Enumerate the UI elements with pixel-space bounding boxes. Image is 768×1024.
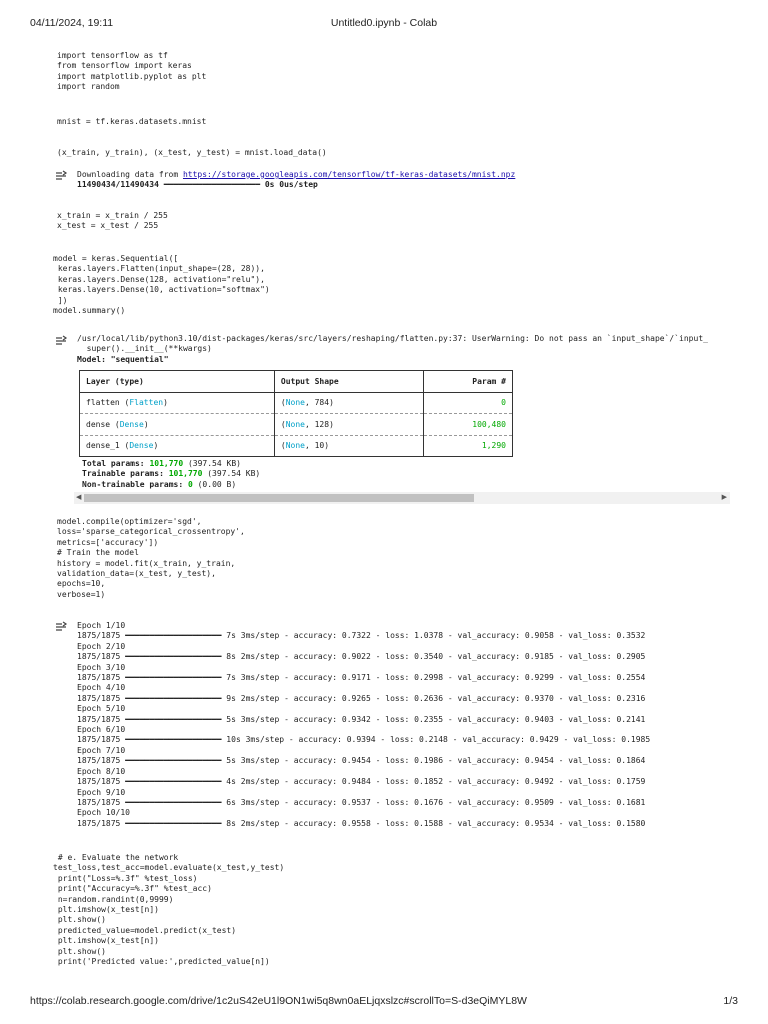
shape-dim: , 128) <box>304 419 334 429</box>
total-params-value: 101,770 <box>149 459 184 468</box>
output-toggle-icon[interactable] <box>54 170 68 182</box>
code-cell-model[interactable]: model = keras.Sequential([ keras.layers.Flatten(input_shape=(28, 28)), keras.layers.Dense(128, activation="relu"), keras.layers.Dense(10, activation="softmax") ]) model.summary() <box>53 254 270 316</box>
print-url: https://colab.research.google.com/drive/1c2uS42eU1l9ON1wi5q8wn0aELjqxslzc#scrollTo=S-d3eQiMYL8W <box>30 995 527 1007</box>
output-warning: /usr/local/lib/python3.10/dist-packages/keras/src/layers/reshaping/flatten.py:37: UserWarning: Do not pass an `input_shape`/`input_ super().__init__(**kwargs) <box>77 334 708 354</box>
model-summary-table <box>79 370 513 457</box>
col-param-count: Param # <box>423 371 512 393</box>
layer-name: dense_1 <box>86 441 120 451</box>
code-cell-dataset[interactable]: mnist = tf.keras.datasets.mnist <box>57 117 207 126</box>
output-download <box>77 170 515 191</box>
output-training-log: Epoch 1/10 1875/1875 ━━━━━━━━━━━━━━━━━━━━ 7s 3ms/step - accuracy: 0.7322 - loss: 1.0378 - val_accuracy: 0.9058 - val_loss: 0.3532 Epoch 2/10 1875/1875 ━━━━━━━━━━━━━━━━━━━━ 8s 2ms/step - accuracy: 0.9022 - loss: 0.3540 - val_accuracy: 0.9185 - val_loss: 0.2905 Epoch 3/10 1875/1875 ━━━━━━━━━━━━━━━━━━━━ 7s 3ms/step - accuracy: 0.9171 - loss: 0.2998 - val_accuracy: 0.9299 - val_loss: 0.2554 Epoch 4/10 1875/1875 ━━━━━━━━━━━━━━━━━━━━ 9s 2ms/step - accuracy: 0.9265 - loss: 0.2636 - val_accuracy: 0.9370 - val_loss: 0.2316 Epoch 5/10 1875/1875 ━━━━━━━━━━━━━━━━━━━━ 5s 3ms/step - accuracy: 0.9342 - loss: 0.2355 - val_accuracy: 0.9403 - val_loss: 0.2141 Epoch 6/10 1875/1875 ━━━━━━━━━━━━━━━━━━━━ 10s 3ms/step - accuracy: 0.9394 - loss: 0.2148 - val_accuracy: 0.9429 - val_loss: 0.1985 Epoch 7/10 1875/1875 ━━━━━━━━━━━━━━━━━━━━ 5s 3ms/step - accuracy: 0.9454 - loss: 0.1986 - val_accuracy: 0.9454 - val_loss: 0.1864 Epoch 8/10 1875/1875 ━━━━━━━━━━━━━━━━━━━━ 4s 2ms/step - accuracy: 0.9484 - loss: 0.1852 - val_accuracy: 0.9492 - val_loss: 0.1759 Epoch 9/10 1875/1875 ━━━━━━━━━━━━━━━━━━━━ 6s 3ms/step - accuracy: 0.9537 - loss: 0.1676 - val_accuracy: 0.9509 - val_loss: 0.1681 Epoch 10/10 1875/1875 ━━━━━━━━━━━━━━━━━━━━ 8s 2ms/step - accuracy: 0.9558 - loss: 0.1588 - val_accuracy: 0.9534 - val_loss: 0.1580 <box>77 621 651 828</box>
param-totals <box>82 459 260 490</box>
scroll-right-icon[interactable]: ▶ <box>721 494 727 501</box>
param-count: 0 <box>501 398 506 408</box>
horizontal-scrollbar[interactable] <box>74 492 730 504</box>
scroll-left-icon[interactable]: ◀ <box>76 494 82 501</box>
print-page-number: 1/3 <box>723 995 738 1007</box>
layer-type: Dense <box>119 419 144 429</box>
shape-none: None <box>285 419 305 429</box>
layer-type: Dense <box>129 441 154 451</box>
code-cell-train[interactable]: model.compile(optimizer='sgd', loss='sparse_categorical_crossentropy', metrics=['accuracy']) # Train the model history = model.fit(x_train, y_train, validation_data=(x_test, y_test), epochs=10, verbose=1) <box>57 517 245 599</box>
layer-name: dense <box>86 419 111 429</box>
shape-none: None <box>285 398 305 408</box>
code-cell-normalize[interactable]: x_train = x_train / 255 x_test = x_test / 255 <box>57 211 168 231</box>
output-toggle-icon[interactable] <box>54 621 68 633</box>
param-count: 1,290 <box>481 441 506 451</box>
download-link[interactable]: https://storage.googleapis.com/tensorflow/tf-keras-datasets/mnist.npz <box>182 170 516 179</box>
trainable-params-size: (397.54 KB) <box>202 469 261 479</box>
table-row: dense (Dense) (None, 128) 100,480 <box>80 414 513 436</box>
shape-dim: , 784) <box>304 398 334 408</box>
print-datetime: 04/11/2024, 19:11 <box>30 17 114 29</box>
model-name: Model: "sequential" <box>77 355 169 364</box>
table-row: flatten (Flatten) (None, 784) 0 <box>80 392 513 414</box>
code-cell-imports[interactable]: import tensorflow as tf from tensorflow import keras import matplotlib.pyplot as plt import random <box>57 51 207 92</box>
layer-name: flatten <box>86 398 120 408</box>
nontrainable-params-size: (0.00 B) <box>192 479 237 489</box>
total-params-label: Total params: <box>82 459 150 468</box>
scrollbar-thumb[interactable] <box>84 494 474 502</box>
shape-dim: , 10) <box>304 441 330 451</box>
trainable-params-value: 101,770 <box>168 469 203 479</box>
download-progress: 11490434/11490434 ━━━━━━━━━━━━━━━━━━━━ 0s 0us/step <box>77 180 318 190</box>
code-cell-evaluate[interactable]: # e. Evaluate the network test_loss,test_acc=model.evaluate(x_test,y_test) print("Loss=%.3f" %test_loss) print("Accuracy=%.3f" %test_acc) n=random.randint(0,9999) plt.imshow(x_test[n]) plt.show() predicted_value=model.predict(x_test) plt.imshow(x_test[n]) plt.show() print('Predicted value:',predicted_value[n]) <box>53 853 285 967</box>
param-count: 100,480 <box>472 419 506 429</box>
layer-type: Flatten <box>129 398 164 408</box>
nontrainable-params-label: Non-trainable params: <box>82 479 188 489</box>
download-prefix: Downloading data from <box>77 170 183 179</box>
shape-none: None <box>285 441 305 451</box>
output-toggle-icon[interactable] <box>54 335 68 347</box>
trainable-params-label: Trainable params: <box>82 469 169 479</box>
code-cell-load[interactable]: (x_train, y_train), (x_test, y_test) = mnist.load_data() <box>57 148 327 157</box>
total-params-size: (397.54 KB) <box>183 459 241 468</box>
col-layer-type: Layer (type) <box>80 371 275 393</box>
col-output-shape: Output Shape <box>274 371 423 393</box>
nontrainable-params-value: 0 <box>187 479 193 489</box>
table-row: dense_1 (Dense) (None, 10) 1,290 <box>80 435 513 457</box>
print-title: Untitled0.ipynb - Colab <box>330 17 438 29</box>
